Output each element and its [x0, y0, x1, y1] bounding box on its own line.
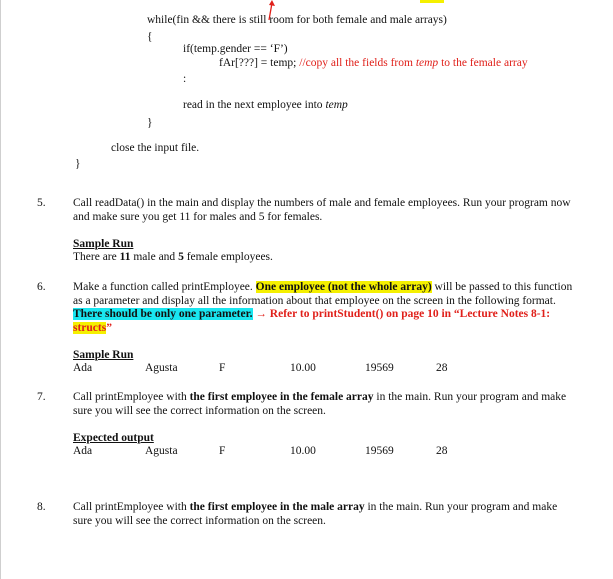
assign-comment: //copy all the fields from temp to the female array — [299, 57, 528, 69]
item-number: 8. — [37, 501, 46, 513]
item-number: 6. — [37, 281, 46, 293]
item-8-text: Call printEmployee with the first employee in the male array in the main. Run your program and make sure you will see the correct information on the screen. — [73, 501, 558, 527]
cell-first: Ada — [73, 445, 93, 457]
expected-output-heading: Expected output — [73, 432, 154, 444]
item-6-text: Make a function called printEmployee. One employee (not the whole array) will be passed to this function as a parameter and display all the information about that employee on the screen in the following format. There should be only one parameter. → Refer to printStudent() on page 10 in “Lecture Notes 8-1: structs” — [73, 281, 573, 334]
read-line: read in the next employee into temp — [183, 99, 348, 111]
cell-rate: 10.00 — [290, 445, 316, 457]
arrow-icon: → — [252, 308, 270, 320]
assign-code: fAr[???] = temp; — [219, 57, 300, 69]
cell-id: 19569 — [365, 362, 394, 374]
ellipsis-colon: : — [183, 73, 187, 85]
cell-gender: F — [219, 445, 226, 457]
while-open-brace: { — [147, 31, 153, 43]
sample-run-heading: Sample Run — [73, 238, 134, 250]
refer-text: Refer to printStudent() on page 10 in “Lecture Notes 8-1: structs” — [73, 308, 551, 334]
assign-line — [219, 57, 528, 71]
item-number: 5. — [37, 197, 46, 209]
sample-run-output: There are 11 male and 5 female employees. — [73, 251, 273, 263]
highlight-one-employee: One employee (not the whole array) — [255, 281, 432, 293]
item-7-text: Call printEmployee with the first employee in the female array in the main. Run your program and make sure you will see the correct information on the screen. — [73, 391, 567, 417]
cell-gender: F — [219, 362, 226, 374]
cell-age: 28 — [436, 362, 448, 374]
outer-close-brace: } — [75, 158, 81, 170]
cell-id: 19569 — [365, 445, 394, 457]
if-line: if(temp.gender == ‘F’) — [183, 43, 288, 55]
item-5-text: Call readData() in the main and display the numbers of male and female employees. Run your program now and make sure you get 11 for males and 5 for females. — [73, 197, 571, 223]
sample-row — [0, 362, 613, 376]
cell-last: Agusta — [145, 445, 178, 457]
close-input-line: close the input file. — [111, 142, 200, 154]
item-number: 7. — [37, 391, 46, 403]
page-edge-rule — [0, 0, 1, 579]
inner-close-brace: } — [147, 117, 153, 129]
cell-rate: 10.00 — [290, 362, 316, 374]
cell-last: Agusta — [145, 362, 178, 374]
expected-row — [0, 445, 613, 459]
highlight-one-parameter: There should be only one parameter. — [73, 308, 253, 320]
highlight-fragment — [420, 0, 444, 3]
while-line: while(fin && there is still room for both female and male arrays) — [147, 14, 447, 26]
cell-age: 28 — [436, 445, 448, 457]
cell-first: Ada — [73, 362, 93, 374]
sample-run-heading: Sample Run — [73, 349, 134, 361]
